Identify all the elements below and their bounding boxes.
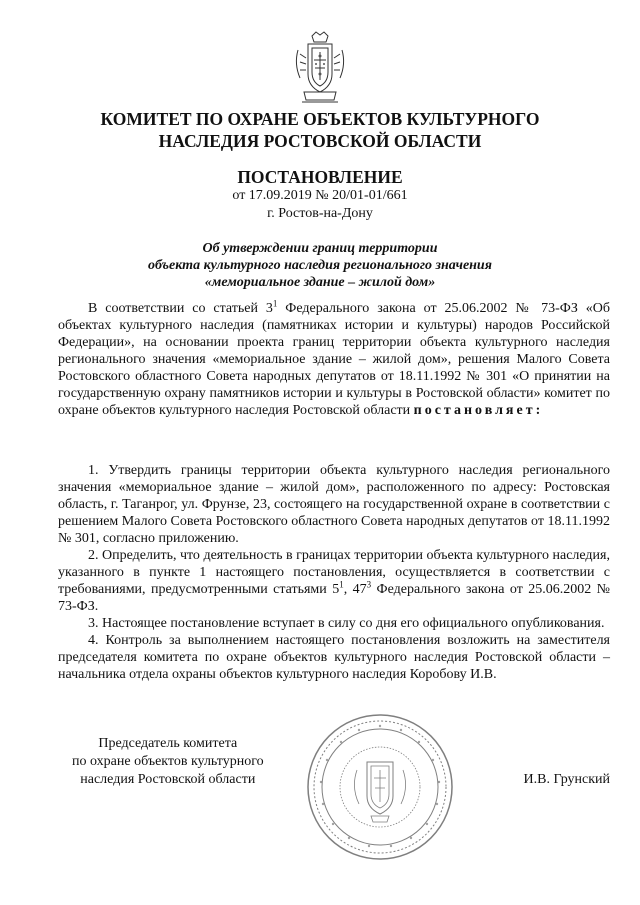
org-line-1: КОМИТЕТ ПО ОХРАНЕ ОБЪЕКТОВ КУЛЬТУРНОГО (100, 109, 540, 129)
point-4: 4. Контроль за выполнением настоящего постановления возложить на заместителя председателя комитета по охране объектов культурного наследия Ростовской области – начальника отдела охраны объектов культурного наследия Коробову И.В. (58, 633, 610, 682)
point-1: 1. Утвердить границы территории объекта культурного наследия регионального значения «мемориальное здание – жилой дом», расположенного по адресу: Ростовская область, г. Таганрог, ул. Фрунзе, 23, состоящего на государственной охране в соответствии с решением Малого Совета Ростовского областного Совета народных депутатов от 18.11.1992 № 301, согласно приложению. (58, 463, 610, 546)
document-meta (60, 187, 580, 223)
intro-sup-1: 1 (272, 298, 278, 309)
coat-of-arms-icon (290, 30, 350, 110)
intro-text-1: В соответствии со статьей 3 (88, 301, 273, 316)
official-seal-icon (305, 712, 455, 862)
signatory-title-line-3: наследия Ростовской области (80, 772, 256, 787)
document-subject (80, 240, 560, 291)
resolution-points (58, 462, 610, 683)
date-number: от 17.09.2019 № 20/01-01/661 (232, 188, 408, 203)
intro-text-2: Федерального закона от 25.06.2002 № 73-ФЗ «Об объектах культурного наследия (памятниках истории и культуры) народов Российской Федерации», на основании проекта границ территории объекта культурного наследия регионального значения «мемориальное здание – жилой дом», решения Малого Совета Ростовского областного Совета народных депутатов от 18.11.1992 № 301 «О принятии на государственную охрану памятников истории и культуры в Ростовской области» комитет по охране объектов культурного наследия Ростовской области (58, 301, 610, 418)
subject-line-3: «мемориальное здание – жилой дом» (204, 275, 436, 290)
point-2-text-1: 2. Определить, что деятельность в границах территории объекта культурного наследия, указанного в пункте 1 настоящего постановления, осуществляется в соответствии с требованиями, предусмотренными статьями 5 (58, 548, 610, 597)
resolves-word: постановляет: (413, 403, 544, 418)
signatory-title-line-2: по охране объектов культурного (72, 754, 264, 769)
signatory-title-line-1: Председатель комитета (98, 736, 238, 751)
subject-line-1: Об утверждении границ территории (202, 241, 438, 256)
signatory-name: И.В. Грунский (523, 772, 610, 787)
point-2-sup-1: 1 (339, 579, 344, 590)
point-2-sup-2: 3 (366, 579, 372, 590)
point-2-text-3: Федерального закона от 25.06.2002 № 73-ФЗ. (58, 582, 611, 614)
document-type: ПОСТАНОВЛЕНИЕ (237, 167, 403, 187)
point-2 (58, 547, 610, 615)
organization-name (60, 108, 580, 152)
city: г. Ростов-на-Дону (267, 206, 373, 221)
org-line-2: НАСЛЕДИЯ РОСТОВСКОЙ ОБЛАСТИ (158, 131, 482, 151)
point-2-text-2: , 47 (343, 582, 367, 597)
signatory-title (72, 735, 264, 789)
subject-line-2: объекта культурного наследия регионального значения (148, 258, 492, 273)
intro-paragraph (58, 300, 610, 419)
point-3: 3. Настоящее постановление вступает в силу со дня его официального опубликования. (88, 616, 605, 631)
